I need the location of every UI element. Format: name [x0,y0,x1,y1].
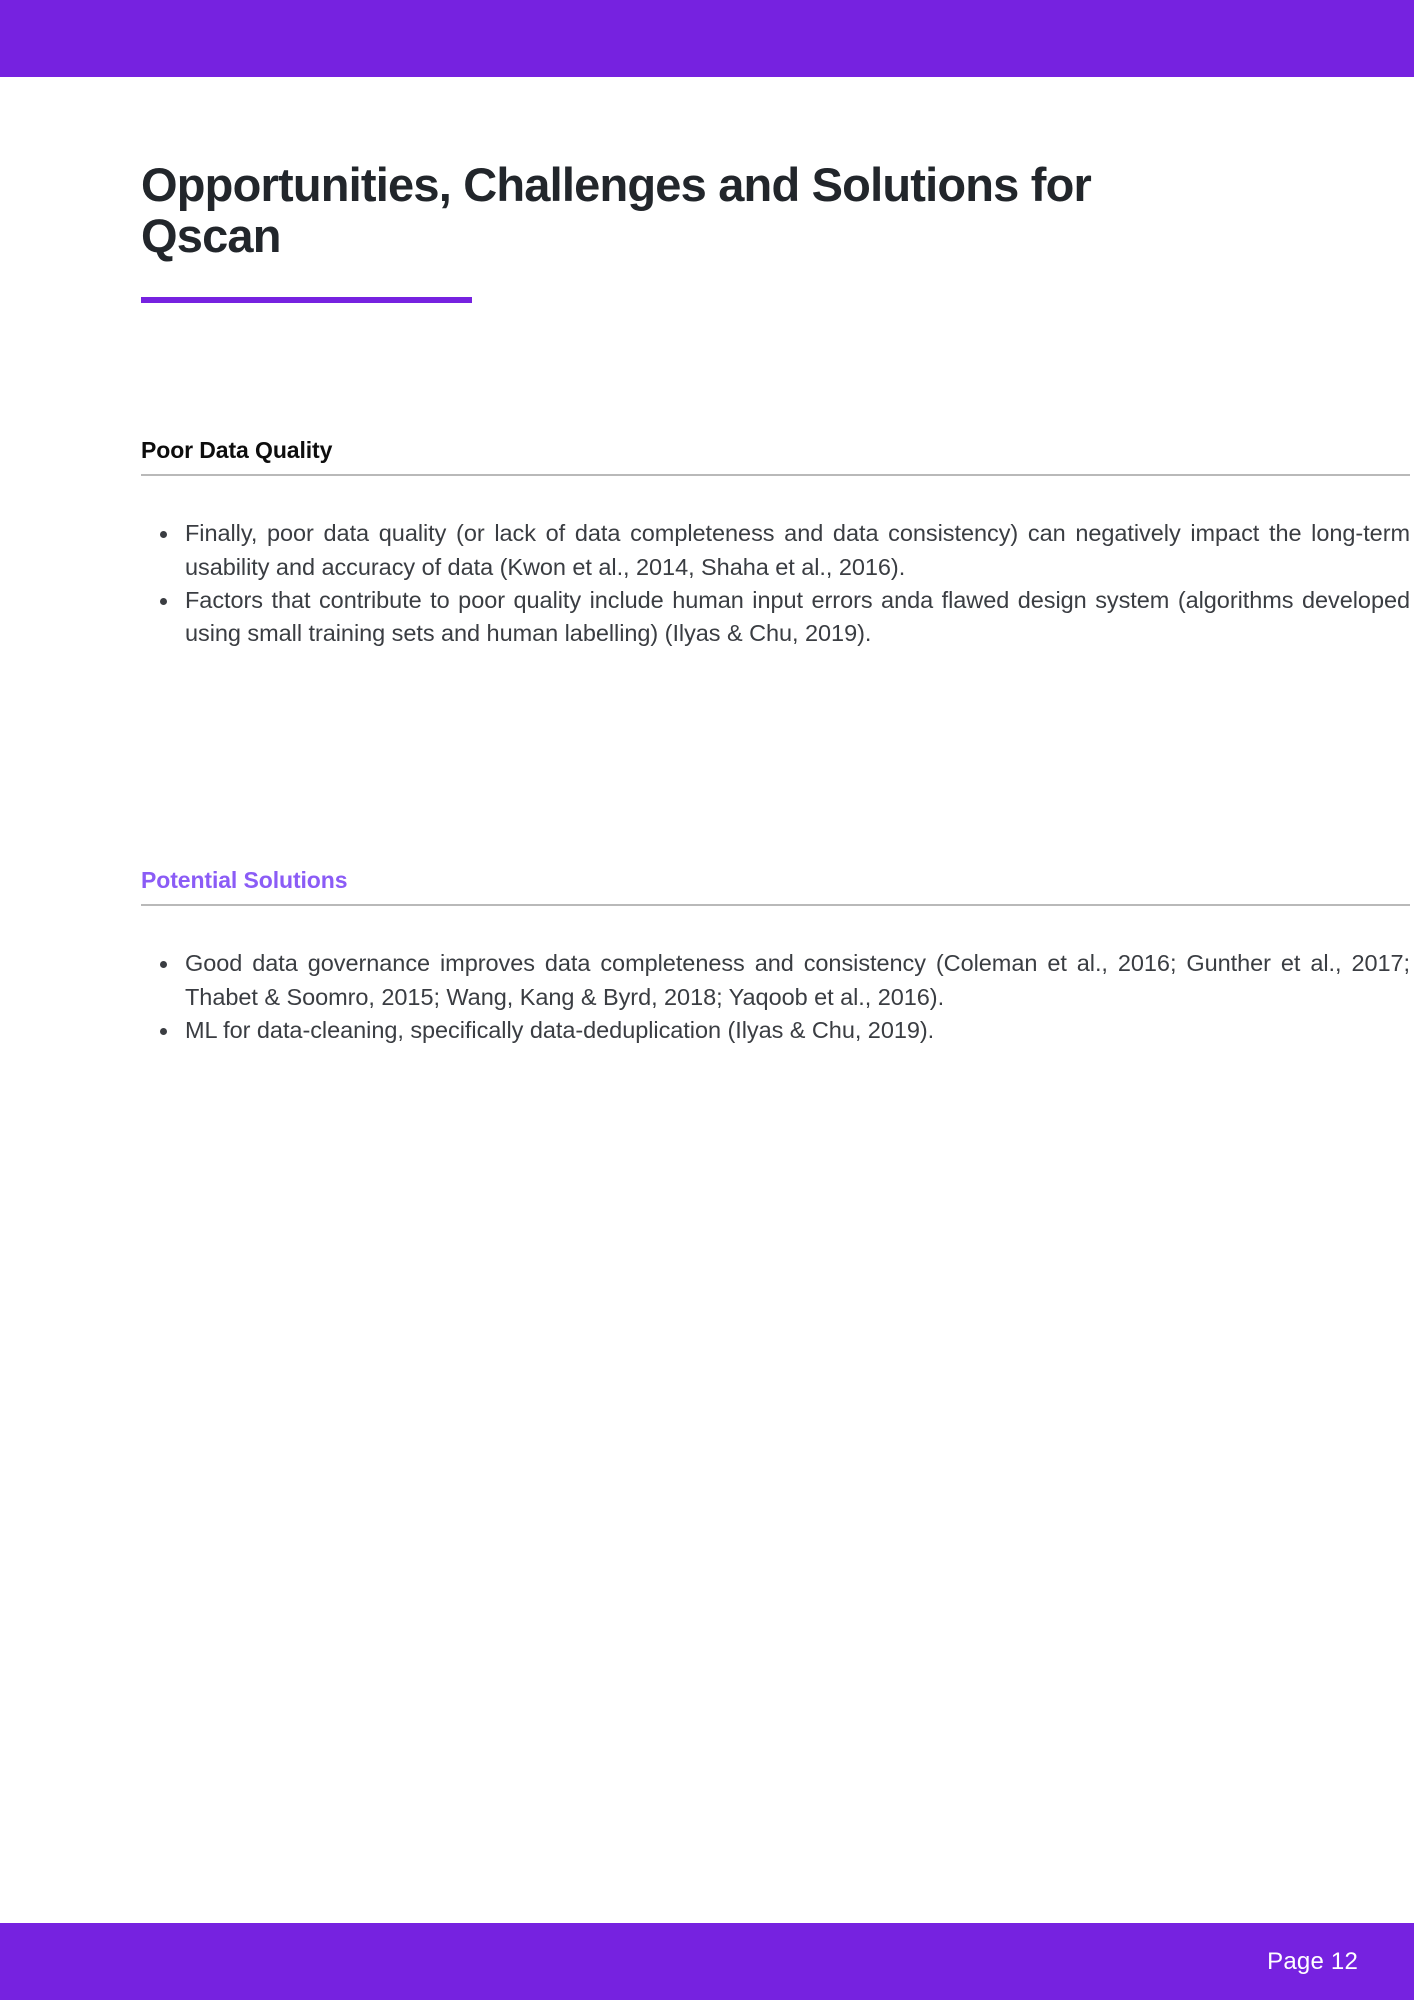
list-item: Good data governance improves data completeness and consistency (Coleman et al., 2016; Gunther et al., 2017; Thabet & Soomro, 2015; Wang, Kang & Byrd, 2018; Yaqoob et al., 2016). [141,947,1410,1013]
section-potential-solutions [141,867,1410,1047]
bullet-list [141,906,1410,1046]
bullet-list [141,476,1410,650]
list-item: Finally, poor data quality (or lack of data completeness and data consistency) can negatively impact the long-term usability and accuracy of data (Kwon et al., 2014, Shaha et al., 2016). [141,517,1410,583]
list-item: ML for data-cleaning, specifically data-deduplication (Ilyas & Chu, 2019). [141,1014,1410,1047]
section-poor-data-quality [141,437,1410,650]
page-title: Opportunities, Challenges and Solutions for Qscan [141,158,1092,263]
list-item: Factors that contribute to poor quality include human input errors anda flawed design system (algorithms developed using small training sets and human labelling) (Ilyas & Chu, 2019). [141,584,1410,650]
top-purple-band [0,0,1414,77]
page-content [0,77,1414,1923]
section-heading: Poor Data Quality [141,437,333,463]
title-block [141,159,1191,303]
section-heading: Potential Solutions [141,867,348,893]
bottom-purple-band [0,1923,1414,2000]
title-accent-bar [141,297,472,303]
page-number: Page 12 [1267,1948,1358,1975]
